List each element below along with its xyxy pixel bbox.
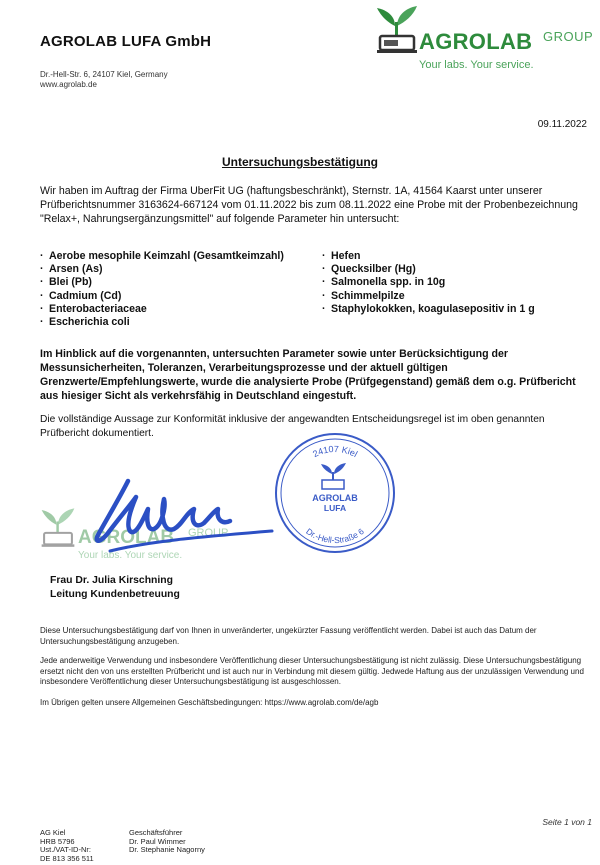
logo-tagline: Your labs. Your service.	[419, 59, 534, 71]
footer-publication-note: Diese Untersuchungsbestätigung darf von Ihnen in unveränderter, ungekürzter Fassung veröffentlicht werden. Dabei ist auch das Datum der Untersuchungsbestätigung anzugeben.	[40, 626, 537, 646]
stamp-street: Dr.-Hell-Straße 6	[304, 526, 366, 546]
parameter-item: · Hefen	[322, 250, 535, 263]
watermark-wordmark: AGROLAB	[78, 527, 175, 548]
company-address	[40, 70, 168, 90]
registration-line: AG Kiel	[40, 828, 66, 837]
document-date: 09.11.2022	[537, 119, 587, 130]
footer-registration	[40, 829, 94, 863]
company-stamp	[272, 430, 398, 556]
parameter-item: · Aerobe mesophile Keimzahl (Gesamtkeimzahl)	[40, 250, 284, 263]
signer-role: Leitung Kundenbetreuung	[50, 588, 180, 600]
agrolab-logo	[375, 2, 597, 72]
watermark-group-label: GROUP	[188, 527, 229, 539]
conformity-note: Die vollständige Aussage zur Konformität inklusive der angewandten Entscheidungsregel ist im oben genannten Prüfbericht dokumentiert.	[40, 414, 545, 439]
stamp-subname: LUFA	[323, 503, 347, 513]
address-street: Dr.-Hell-Str. 6, 24107 Kiel, Germany	[40, 70, 168, 79]
agrolab-emblem-icon	[40, 504, 76, 552]
management-name: Dr. Stephanie Nagorny	[129, 845, 205, 855]
signer-name: Frau Dr. Julia Kirschning	[50, 575, 173, 586]
parameter-item: · Escherichia coli	[40, 316, 284, 329]
parameter-item: · Blei (Pb)	[40, 276, 284, 289]
page-number: Seite 1 von 1	[542, 817, 592, 827]
stamp-emblem-icon	[321, 463, 346, 489]
registration-line: Ust./VAT-ID-Nr:	[40, 845, 91, 855]
watermark-tagline: Your labs. Your service.	[78, 550, 183, 561]
footer-management	[129, 829, 205, 855]
conclusion-paragraph: Im Hinblick auf die vorgenannten, untersuchten Parameter sowie unter Berücksichtigung der Messunsicherheiten, Toleranzen, Verarbeitungsprozesse und der aktuell gültigen Grenzwerte/Empfehlungswerte, wurde die analysierte Probe (Prüfgegenstand) gemäß dem o.g. Prüfbericht aus hiesiger Sicht als verkehrsfähig in Deutschland eingestuft.	[40, 348, 576, 402]
document-title: Untersuchungsbestätigung	[221, 155, 378, 169]
footer-usage-restriction: Jede anderweitige Verwendung und insbesondere Veröffentlichung dieser Untersuchungsbestätigung ist nicht zulässig. Diese Untersuchungsbestätigung ersetzt nicht den von uns erstellten Prüfbericht und ist auch nur in Verbindung mit diesem gültig. Jedwede Haftung aus der unzulässigen Verwendung und insbesondere Veröffentlichung dieser Untersuchungsbestätigung ist ausgeschlossen.	[40, 656, 584, 686]
stamp-name: AGROLAB	[312, 493, 358, 503]
parameter-item: · Staphylokokken, koagulasepositiv in 1 g	[322, 303, 535, 316]
footer-terms: Im Übrigen gelten unsere Allgemeinen Geschäftsbedingungen: https://www.agrolab.com/de/agb	[40, 698, 379, 707]
logo-group-label: GROUP	[543, 29, 594, 44]
parameter-item: · Quecksilber (Hg)	[322, 263, 535, 276]
management-name: Dr. Paul Wimmer	[129, 836, 186, 846]
handwritten-signature	[90, 477, 280, 567]
parameter-item: · Schimmelpilze	[322, 290, 535, 303]
agrolab-emblem-icon	[375, 2, 419, 58]
address-website: www.agrolab.de	[40, 80, 97, 89]
parameter-list-left	[40, 250, 284, 329]
management-label: Geschäftsführer	[129, 828, 183, 837]
parameter-item: · Cadmium (Cd)	[40, 290, 284, 303]
parameter-item: · Salmonella spp. in 10g	[322, 276, 535, 289]
registration-line: DE 813 356 511	[40, 853, 94, 863]
intro-paragraph: Wir haben im Auftrag der Firma UberFit UG (haftungsbeschränkt), Sternstr. 1A, 41564 Kaarst unter unserer Prüfberichtsnummer 3163624-667124 vom 01.11.2022 bis zum 08.11.2022 eine Probe mit der Probenbezeichnung "Relax+, Nahrungsergänzungsmittel" auf folgende Parameter hin untersucht:	[40, 185, 578, 225]
parameter-list-right	[322, 250, 535, 316]
stamp-city: 24107 Kiel	[311, 443, 360, 460]
parameter-item: · Enterobacteriaceae	[40, 303, 284, 316]
parameter-item: · Arsen (As)	[40, 263, 284, 276]
logo-wordmark: AGROLAB	[419, 29, 533, 54]
registration-line: HRB 5796	[40, 836, 75, 846]
company-name: AGROLAB LUFA GmbH	[40, 33, 212, 50]
signer-block	[50, 574, 180, 601]
